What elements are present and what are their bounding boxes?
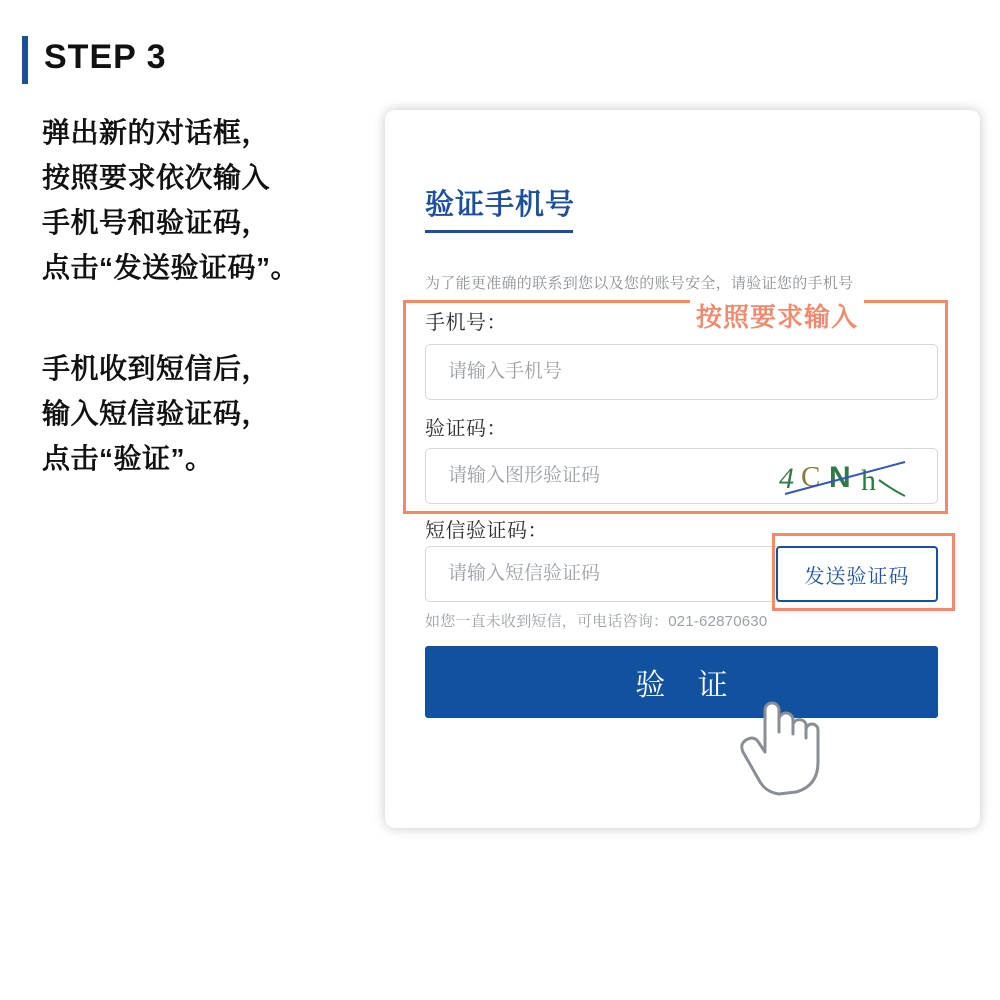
svg-text:N: N [829, 461, 851, 494]
verify-phone-dialog [385, 110, 980, 828]
instruction-line: 按照要求依次输入 [42, 162, 271, 193]
phone-field-label: 手机号： [425, 312, 507, 334]
sms-field-label: 短信验证码： [425, 520, 548, 542]
instruction-block-first [42, 110, 299, 290]
svg-text:4: 4 [779, 462, 794, 495]
title-underline [425, 230, 573, 233]
phone-input[interactable] [425, 344, 938, 400]
instruction-block-second [42, 346, 270, 481]
dialog-title: 验证手机号 [425, 189, 576, 221]
instruction-line: 点击“验证”。 [42, 443, 214, 474]
annotation-label-input: 按照要求输入 [690, 297, 864, 334]
instruction-line: 输入短信验证码， [42, 398, 271, 429]
verify-submit-button[interactable]: 验 证 [425, 646, 938, 718]
instruction-line: 点击“发送验证码”。 [42, 252, 300, 283]
svg-text:h: h [861, 464, 876, 497]
support-hint-text: 如您一直未收到短信，可电话咨询：021-62870630 [425, 613, 768, 630]
instruction-line: 手机号和验证码， [42, 207, 271, 238]
step-title: STEP 3 [44, 38, 167, 76]
instruction-line: 手机收到短信后， [42, 353, 271, 384]
send-code-button[interactable]: 发送验证码 [776, 546, 938, 602]
instruction-line: 弹出新的对话框， [42, 117, 271, 148]
captcha-field-label: 验证码： [425, 418, 507, 440]
dialog-subtitle: 为了能更准确的联系到您以及您的账号安全，请验证您的手机号 [425, 275, 854, 292]
instructions-panel [0, 0, 380, 1000]
captcha-image-icon[interactable] [775, 454, 925, 500]
svg-text:C: C [801, 461, 821, 493]
step-accent-bar [22, 36, 28, 84]
